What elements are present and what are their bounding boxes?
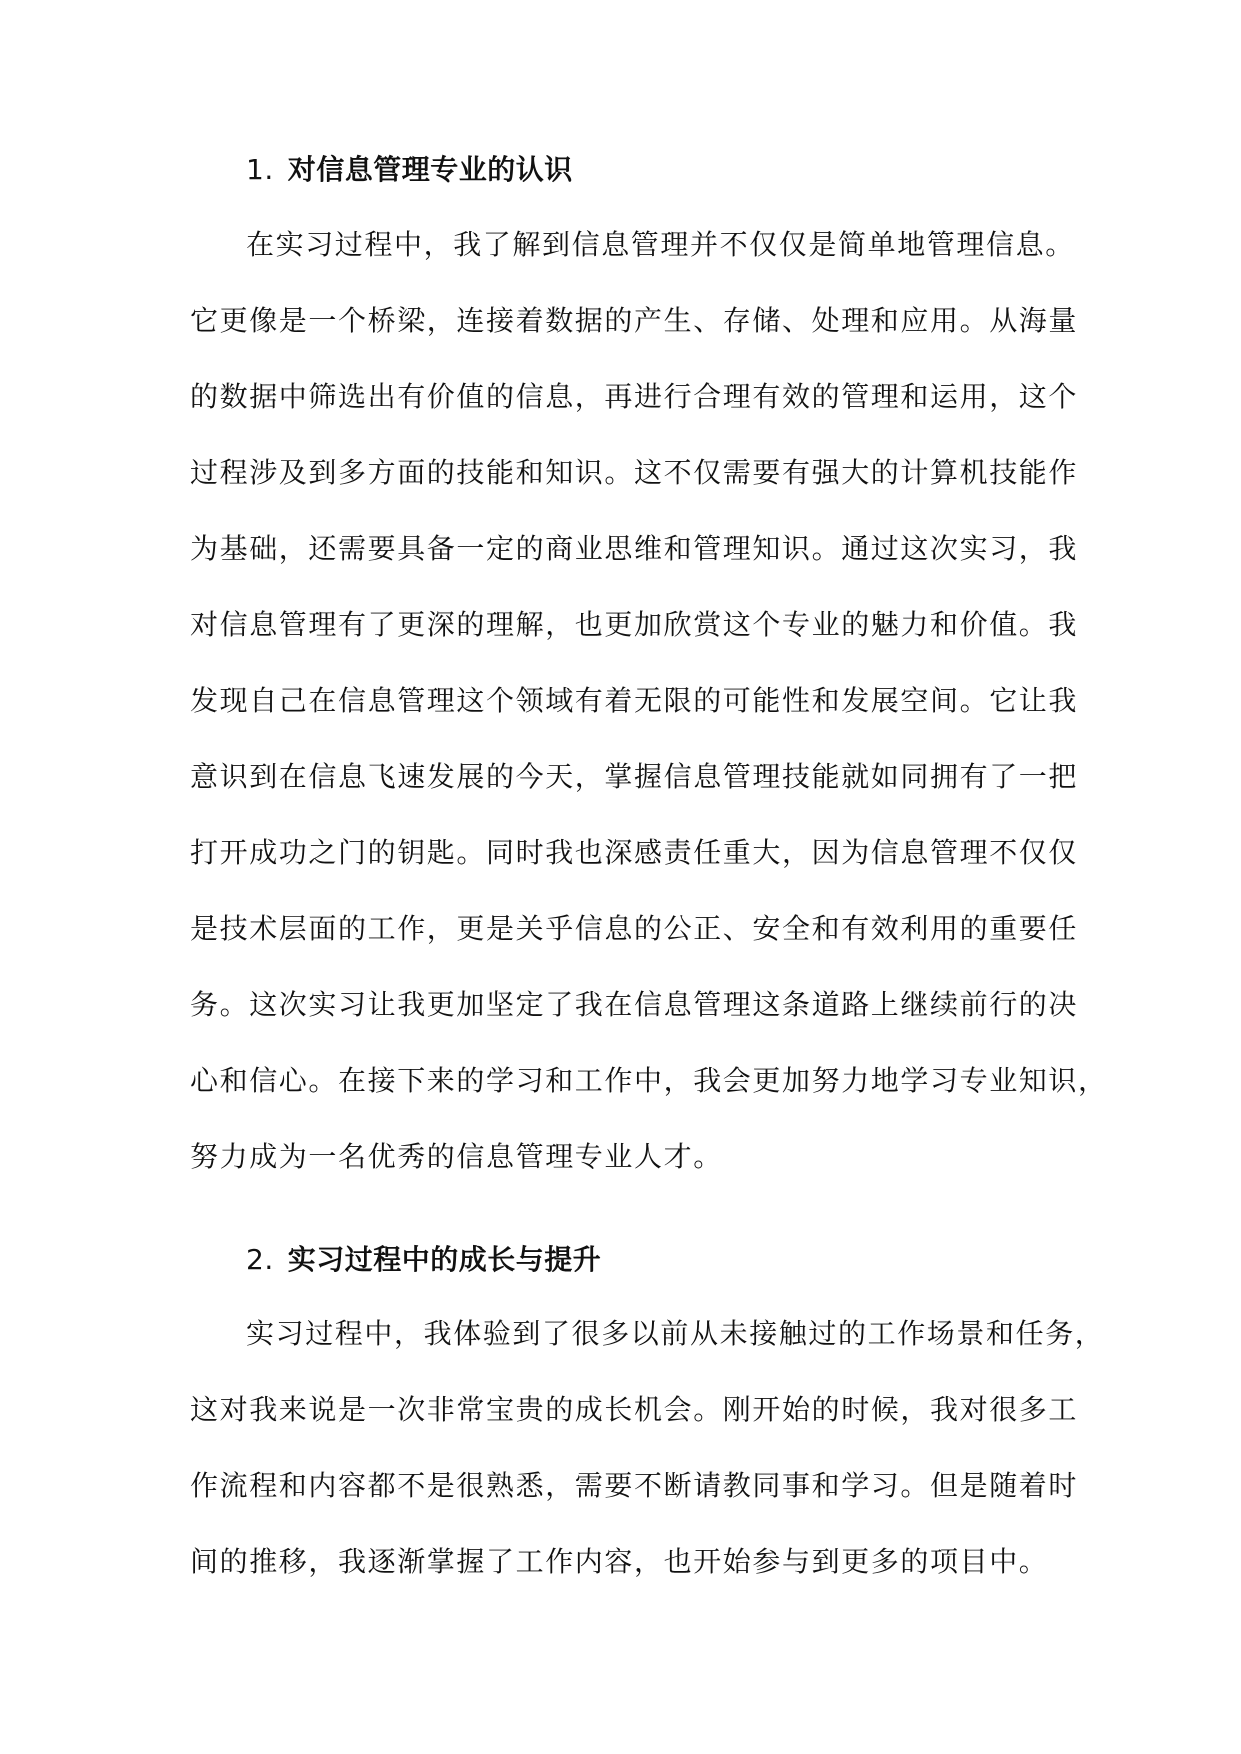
section-1-title: 对信息管理专业的认识 <box>287 153 573 186</box>
paragraph-line: 实习过程中，我体验到了很多以前从未接触过的工作场景和任务， <box>246 1317 1105 1350</box>
paragraph-line: 发现自己在信息管理这个领域有着无限的可能性和发展空间。它让我 <box>190 684 1079 717</box>
paragraph-line: 务。这次实习让我更加坚定了我在信息管理这条道路上继续前行的决 <box>190 988 1079 1021</box>
section-2-heading <box>246 1240 601 1280</box>
section-2-title: 实习过程中的成长与提升 <box>287 1243 602 1276</box>
section-2-paragraph <box>190 1296 1105 1600</box>
section-1-heading <box>246 150 573 190</box>
paragraph-line: 的数据中筛选出有价值的信息，再进行合理有效的管理和运用，这个 <box>190 380 1079 413</box>
section-2-number: 2. <box>246 1243 274 1276</box>
paragraph-line: 对信息管理有了更深的理解，也更加欣赏这个专业的魅力和价值。我 <box>190 608 1079 641</box>
paragraph-line: 打开成功之门的钥匙。同时我也深感责任重大，因为信息管理不仅仅 <box>190 836 1079 869</box>
paragraph-line: 在实习过程中，我了解到信息管理并不仅仅是简单地管理信息。 <box>246 228 1075 261</box>
section-1-number: 1. <box>246 153 274 186</box>
paragraph-line: 意识到在信息飞速发展的今天，掌握信息管理技能就如同拥有了一把 <box>190 760 1079 793</box>
paragraph-line: 是技术层面的工作，更是关乎信息的公正、安全和有效利用的重要任 <box>190 912 1079 945</box>
section-1-paragraph <box>190 207 1108 1195</box>
paragraph-line: 心和信心。在接下来的学习和工作中，我会更加努力地学习专业知识， <box>190 1064 1108 1097</box>
paragraph-line: 这对我来说是一次非常宝贵的成长机会。刚开始的时候，我对很多工 <box>190 1393 1079 1426</box>
paragraph-line: 努力成为一名优秀的信息管理专业人才。 <box>190 1140 723 1173</box>
paragraph-line: 它更像是一个桥梁，连接着数据的产生、存储、处理和应用。从海量 <box>190 304 1079 337</box>
paragraph-line: 过程涉及到多方面的技能和知识。这不仅需要有强大的计算机技能作 <box>190 456 1079 489</box>
paragraph-line: 为基础，还需要具备一定的商业思维和管理知识。通过这次实习，我 <box>190 532 1079 565</box>
paragraph-line: 间的推移，我逐渐掌握了工作内容，也开始参与到更多的项目中。 <box>190 1545 1049 1578</box>
paragraph-line: 作流程和内容都不是很熟悉，需要不断请教同事和学习。但是随着时 <box>190 1469 1079 1502</box>
